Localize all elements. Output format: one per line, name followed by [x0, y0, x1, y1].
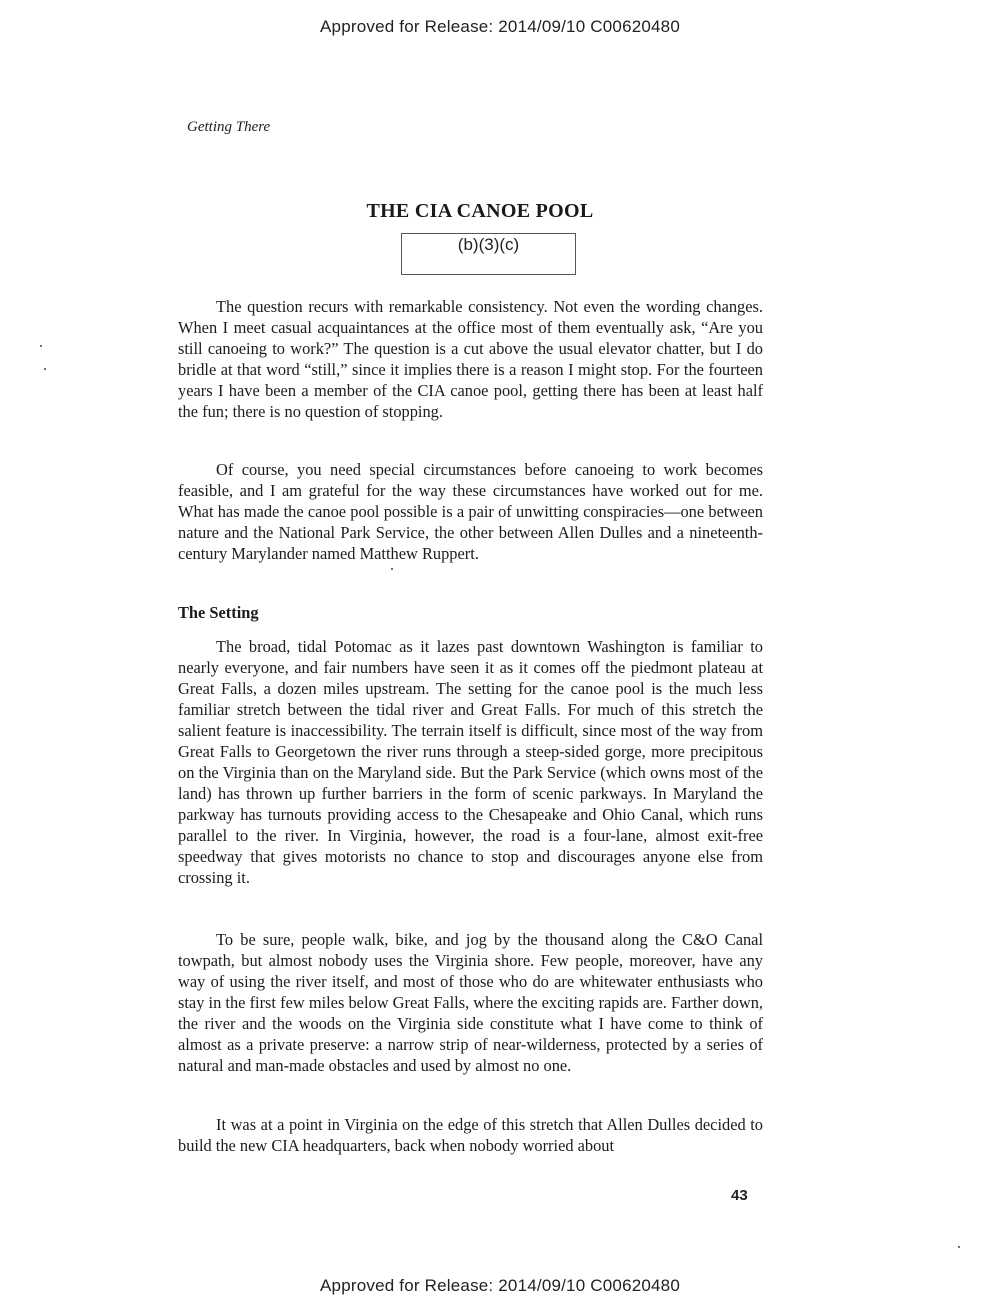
paragraph-text: The broad, tidal Potomac as it lazes past downtown Washington is familiar to nearly everyone, and fair numbers have seen it as it comes off the piedmont plateau at Great Falls, a dozen miles upstream. The setting for the canoe pool is the much less familiar stretch between the tidal river and Great Falls. For much of this stretch the salient feature is inaccessibility. The terrain itself is difficult, since most of the way from Great Falls to Georgetown the river runs through a steep-sided gorge, more precipitous on the Virginia than on the Maryland side. But the Park Service (which owns most of the land) has thrown up further barriers in the form of scenic parkways. In Maryland the parkway has turnouts providing access to the Chesapeake and Ohio Canal, which runs parallel to the river. In Virginia, however, the road is a four-lane, almost exit-free speedway that gives motorists no chance to stop and discourages anyone else from crossing it. [178, 637, 763, 887]
paragraph-1 [178, 296, 763, 422]
paragraph-text: It was at a point in Virginia on the edge of this stretch that Allen Dulles decided to build the new CIA headquarters, back when nobody worried about [178, 1115, 763, 1155]
paragraph-4 [178, 929, 763, 1076]
redaction-code: (b)(3)(c) [457, 235, 520, 254]
scan-speck [391, 568, 393, 570]
scan-speck [40, 345, 42, 347]
paragraph-2 [178, 459, 763, 564]
article-title: THE CIA CANOE POOL [366, 200, 594, 222]
section-heading: The Setting [178, 603, 259, 622]
redaction-box [401, 233, 576, 275]
page-number: 43 [731, 1187, 748, 1204]
paragraph-3 [178, 636, 763, 888]
paragraph-text: To be sure, people walk, bike, and jog by the thousand along the C&O Canal towpath, but almost nobody uses the Virginia shore. Few people, moreover, have any way of using the river itself, and most of those who do are whitewater enthusiasts who stay in the first few miles below Great Falls, where the exciting rapids are. Farther down, the river and the woods on the Virginia side constitute what I have come to think of almost as a private preserve: a narrow strip of near-wilderness, protected by a series of natural and man-made obstacles and used by almost no one. [178, 930, 763, 1075]
release-footer: Approved for Release: 2014/09/10 C00620480 [320, 1276, 680, 1295]
running-head: Getting There [187, 119, 271, 135]
paragraph-5 [178, 1114, 763, 1156]
paragraph-text: The question recurs with remarkable consistency. Not even the wording changes. When I meet casual acquaintances at the office most of them eventually ask, “Are you still canoeing to work?” The question is a cut above the usual elevator chatter, but I do bridle at that word “still,” since it implies there is a reason I might stop. For the fourteen years I have been a member of the CIA canoe pool, getting there has been at least half the fun; there is no question of stopping. [178, 297, 763, 421]
scan-speck [44, 368, 46, 370]
paragraph-text: Of course, you need special circumstances before canoeing to work becomes feasible, and I am grateful for the way these circumstances have worked out for me. What has made the canoe pool possible is a pair of unwitting conspiracies—one between nature and the National Park Service, the other between Allen Dulles and a nineteenth-century Marylander named Matthew Ruppert. [178, 460, 763, 563]
release-header: Approved for Release: 2014/09/10 C00620480 [320, 17, 680, 36]
scan-speck [958, 1246, 960, 1248]
